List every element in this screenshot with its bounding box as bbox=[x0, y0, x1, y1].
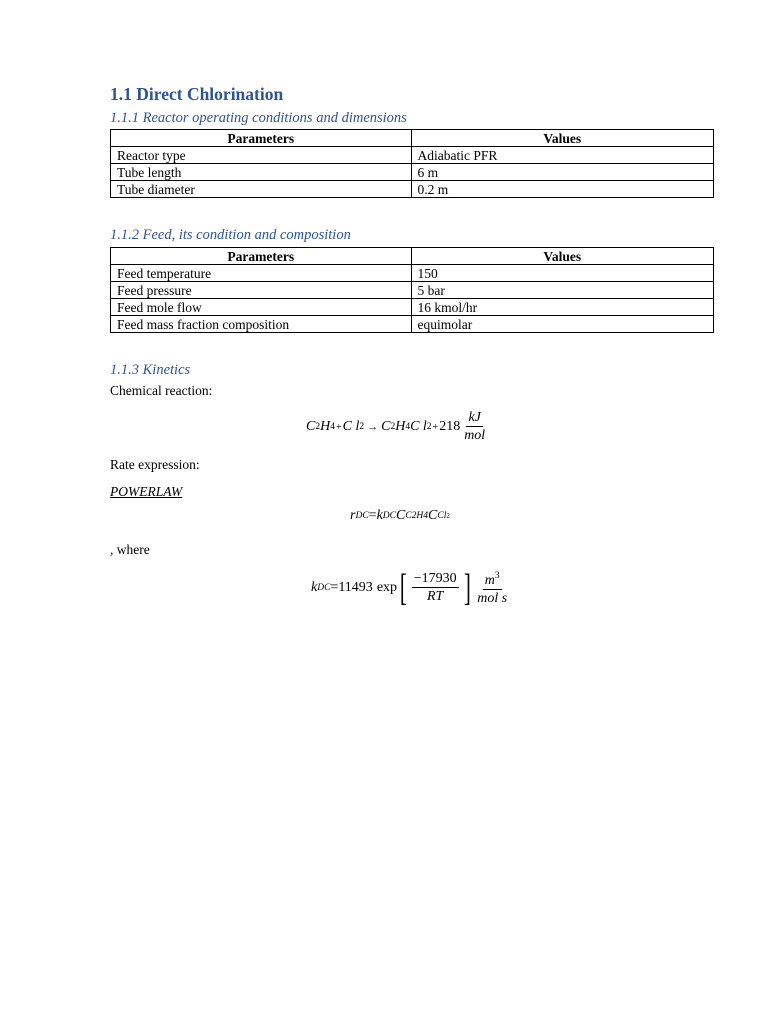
parameter-cell: Feed temperature bbox=[111, 265, 412, 282]
unit-fraction: $\frac{kJ}{\text{mol}}$ bbox=[464, 410, 486, 443]
eq-c: C bbox=[306, 419, 316, 434]
where-label: , where bbox=[110, 542, 150, 557]
table-row bbox=[111, 282, 714, 299]
eq-cl: C l bbox=[342, 419, 360, 434]
value-cell: 6 m bbox=[411, 164, 713, 181]
chemical-reaction-label: Chemical reaction: bbox=[110, 383, 213, 398]
rate-equation: r DC = k DC C C2H4 C Cl 2 bbox=[350, 508, 450, 523]
header-values: Values bbox=[411, 130, 713, 147]
subsection-title-feed: 1.1.2 Feed, its condition and composition bbox=[110, 227, 351, 243]
value-cell: 0.2 m bbox=[411, 181, 713, 198]
value-cell: 5 bar bbox=[411, 282, 714, 299]
table-row bbox=[111, 299, 714, 316]
reaction-equation: C 2 H 4 + C l 2 → C 2 H 4 C l 2 + 218 $\frac{kJ}{\text{mol}}$ bbox=[306, 410, 486, 443]
rate-expression-label: Rate expression: bbox=[110, 457, 200, 472]
left-bracket: [ bbox=[399, 567, 407, 609]
table-header-row bbox=[111, 130, 714, 147]
subsection-title-reactor: 1.1.1 Reactor operating conditions and dimensions bbox=[110, 110, 407, 126]
value-cell: 150 bbox=[411, 265, 714, 282]
parameter-cell: Feed mole flow bbox=[111, 299, 412, 316]
value-cell: 16 kmol/hr bbox=[411, 299, 714, 316]
right-bracket: ] bbox=[463, 567, 471, 609]
eq-h: H bbox=[320, 419, 331, 434]
k-equation: k DC =11493 exp [ $\frac{-17930}{RT}$ ] $\frac{m^3}{\text{mol s}}$ bbox=[311, 567, 508, 609]
powerlaw-label: POWERLAW bbox=[110, 484, 183, 499]
parameter-cell: Feed mass fraction composition bbox=[111, 316, 412, 333]
feed-table bbox=[110, 247, 714, 333]
table-row bbox=[111, 164, 714, 181]
table-header-row bbox=[111, 248, 714, 265]
table-row bbox=[111, 316, 714, 333]
subsection-title-kinetics: 1.1.3 Kinetics bbox=[110, 362, 191, 378]
eq-heat: 218 bbox=[439, 419, 461, 434]
exponent-fraction: $\frac{-17930}{RT}$ bbox=[413, 571, 457, 604]
header-values: Values bbox=[411, 248, 714, 265]
arrow-icon: → bbox=[367, 421, 379, 433]
value-cell: Adiabatic PFR bbox=[411, 147, 713, 164]
header-parameters: Parameters bbox=[111, 248, 412, 265]
section-heading: 1.1 Direct Chlorination bbox=[110, 84, 284, 104]
k-unit-fraction: $\frac{m^3}{\text{mol s}}$ bbox=[475, 568, 509, 608]
reactor-table bbox=[110, 129, 714, 198]
table-row bbox=[111, 147, 714, 164]
parameter-cell: Feed pressure bbox=[111, 282, 412, 299]
parameter-cell: Tube length bbox=[111, 164, 412, 181]
table-row bbox=[111, 181, 714, 198]
parameter-cell: Reactor type bbox=[111, 147, 412, 164]
value-cell: equimolar bbox=[411, 316, 714, 333]
header-parameters: Parameters bbox=[111, 130, 412, 147]
parameter-cell: Tube diameter bbox=[111, 181, 412, 198]
table-row bbox=[111, 265, 714, 282]
